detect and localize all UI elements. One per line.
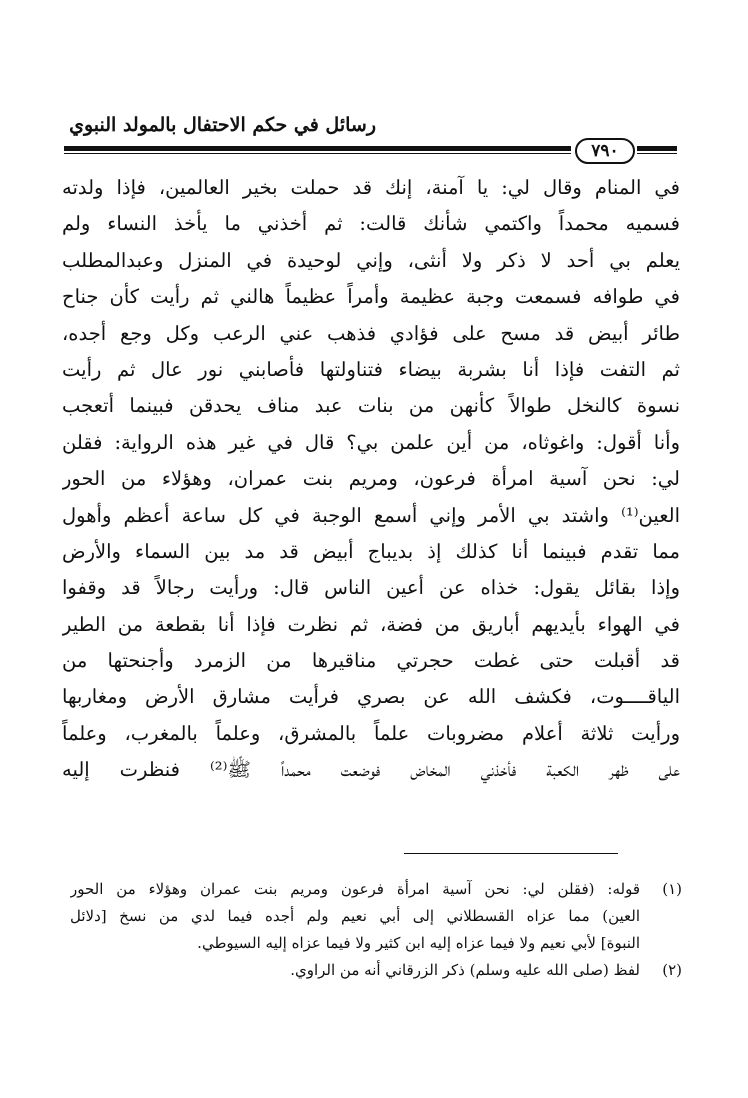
text-line: الياقــــوت، فكشف الله عن بصري فرأيت مشارق الأرض ومغاربها (62, 685, 680, 709)
text-line: وإذا بقائل يقول: خذاه عن أعين الناس قال: ورأيت رجالاً قد وقفوا (62, 576, 680, 600)
footnote-separator (404, 853, 618, 854)
main-text (62, 170, 680, 789)
text-line: على ظهر الكعبة فأخذني المخاض فوضعت محمداً ﷺ⁽²⁾ فنظرت إليه (62, 758, 680, 782)
footnote-1 (70, 876, 682, 957)
running-title: رسائل في حكم الاحتفال بالمولد النبوي (69, 114, 376, 136)
text-line: العين⁽¹⁾ واشتد بي الأمر وإني أسمع الوجبة في كل ساعة أعظم وأهول (62, 503, 680, 527)
page-number: ٧٩٠ (575, 138, 635, 164)
text-line: لي: نحن آسية امرأة فرعون، ومريم بنت عمران، وهؤلاء من الحور (62, 467, 680, 491)
text-line: في المنام وقال لي: يا آمنة، إنك قد حملت بخير العالمين، فإذا ولدته (62, 176, 680, 199)
footnote-number: (١) (662, 880, 682, 898)
text-line: ورأيت ثلاثة أعلام مضروبات علماً بالمشرق، وعلماً بالمغرب، وعلماً (62, 721, 680, 745)
text-line: نسوة كالنخل طوالاً كأنهن من بنات عبد مناف يحدقن فبينما أتعجب (62, 394, 680, 418)
text-line: قد أقبلت حتى غطت حجرتي مناقيرها من الزمرد وأجنحتها من (62, 649, 680, 673)
header-rule-thin (64, 153, 571, 154)
footnote-line: لفظ (صلى الله عليه وسلم) ذكر الزرقاني أنه من الراوي. (290, 961, 640, 979)
text-line: في طوافه فسمعت وجبة عظيمة وأمراً عظيماً هالني ثم رأيت كأن جناح (62, 285, 680, 309)
footnote-line: قوله: (فقلن لي: نحن آسية امرأة فرعون ومريم بنت عمران وهؤلاء من الحور (70, 880, 640, 898)
text-line: ثم التفت فإذا أنا بشربة بيضاء فتناولتها فأصابني نور عال ثم رأيت (62, 357, 680, 381)
header-rule-right-thin (637, 153, 677, 154)
text-line: طائر أبيض قد مسح على فؤادي فذهب عني الرعب وكل وجع أجده، (62, 321, 680, 345)
text-line: في الهواء بأيديهم أباريق من فضة، ثم نظرت فإذا أنا بقطعة من الطير (62, 612, 680, 636)
text-line: فسميه محمداً واكتمي شأنك قالت: ثم أخذني ما يأخذ النساء ولم (62, 212, 680, 236)
footnotes (70, 876, 682, 984)
header-rule-right (637, 146, 677, 151)
text-line: وأنا أقول: واغوثاه، من أين علمن بي؟ قال في غير هذه الرواية: فقلن (62, 430, 680, 454)
footnote-line: النبوة] لأبي نعيم ولا فيما عزاه إليه ابن كثير ولا فيما عزاه إليه السيوطي. (197, 934, 640, 952)
text-line: مما تقدم فبينما أنا كذلك إذ بديباج أبيض قد مد بين السماء والأرض (62, 539, 680, 563)
footnote-line: العين) مما عزاه القسطلاني إلى أبي نعيم ولم أجده فيما لدي من نسخ [دلائل (70, 907, 640, 925)
footnote-2 (70, 957, 682, 984)
text-line: يعلم بي أحد لا ذكر ولا أنثى، وإني لوحيدة في المنزل وعبدالمطلب (62, 248, 680, 272)
header-rule (64, 146, 571, 151)
footnote-number: (٢) (662, 961, 682, 979)
